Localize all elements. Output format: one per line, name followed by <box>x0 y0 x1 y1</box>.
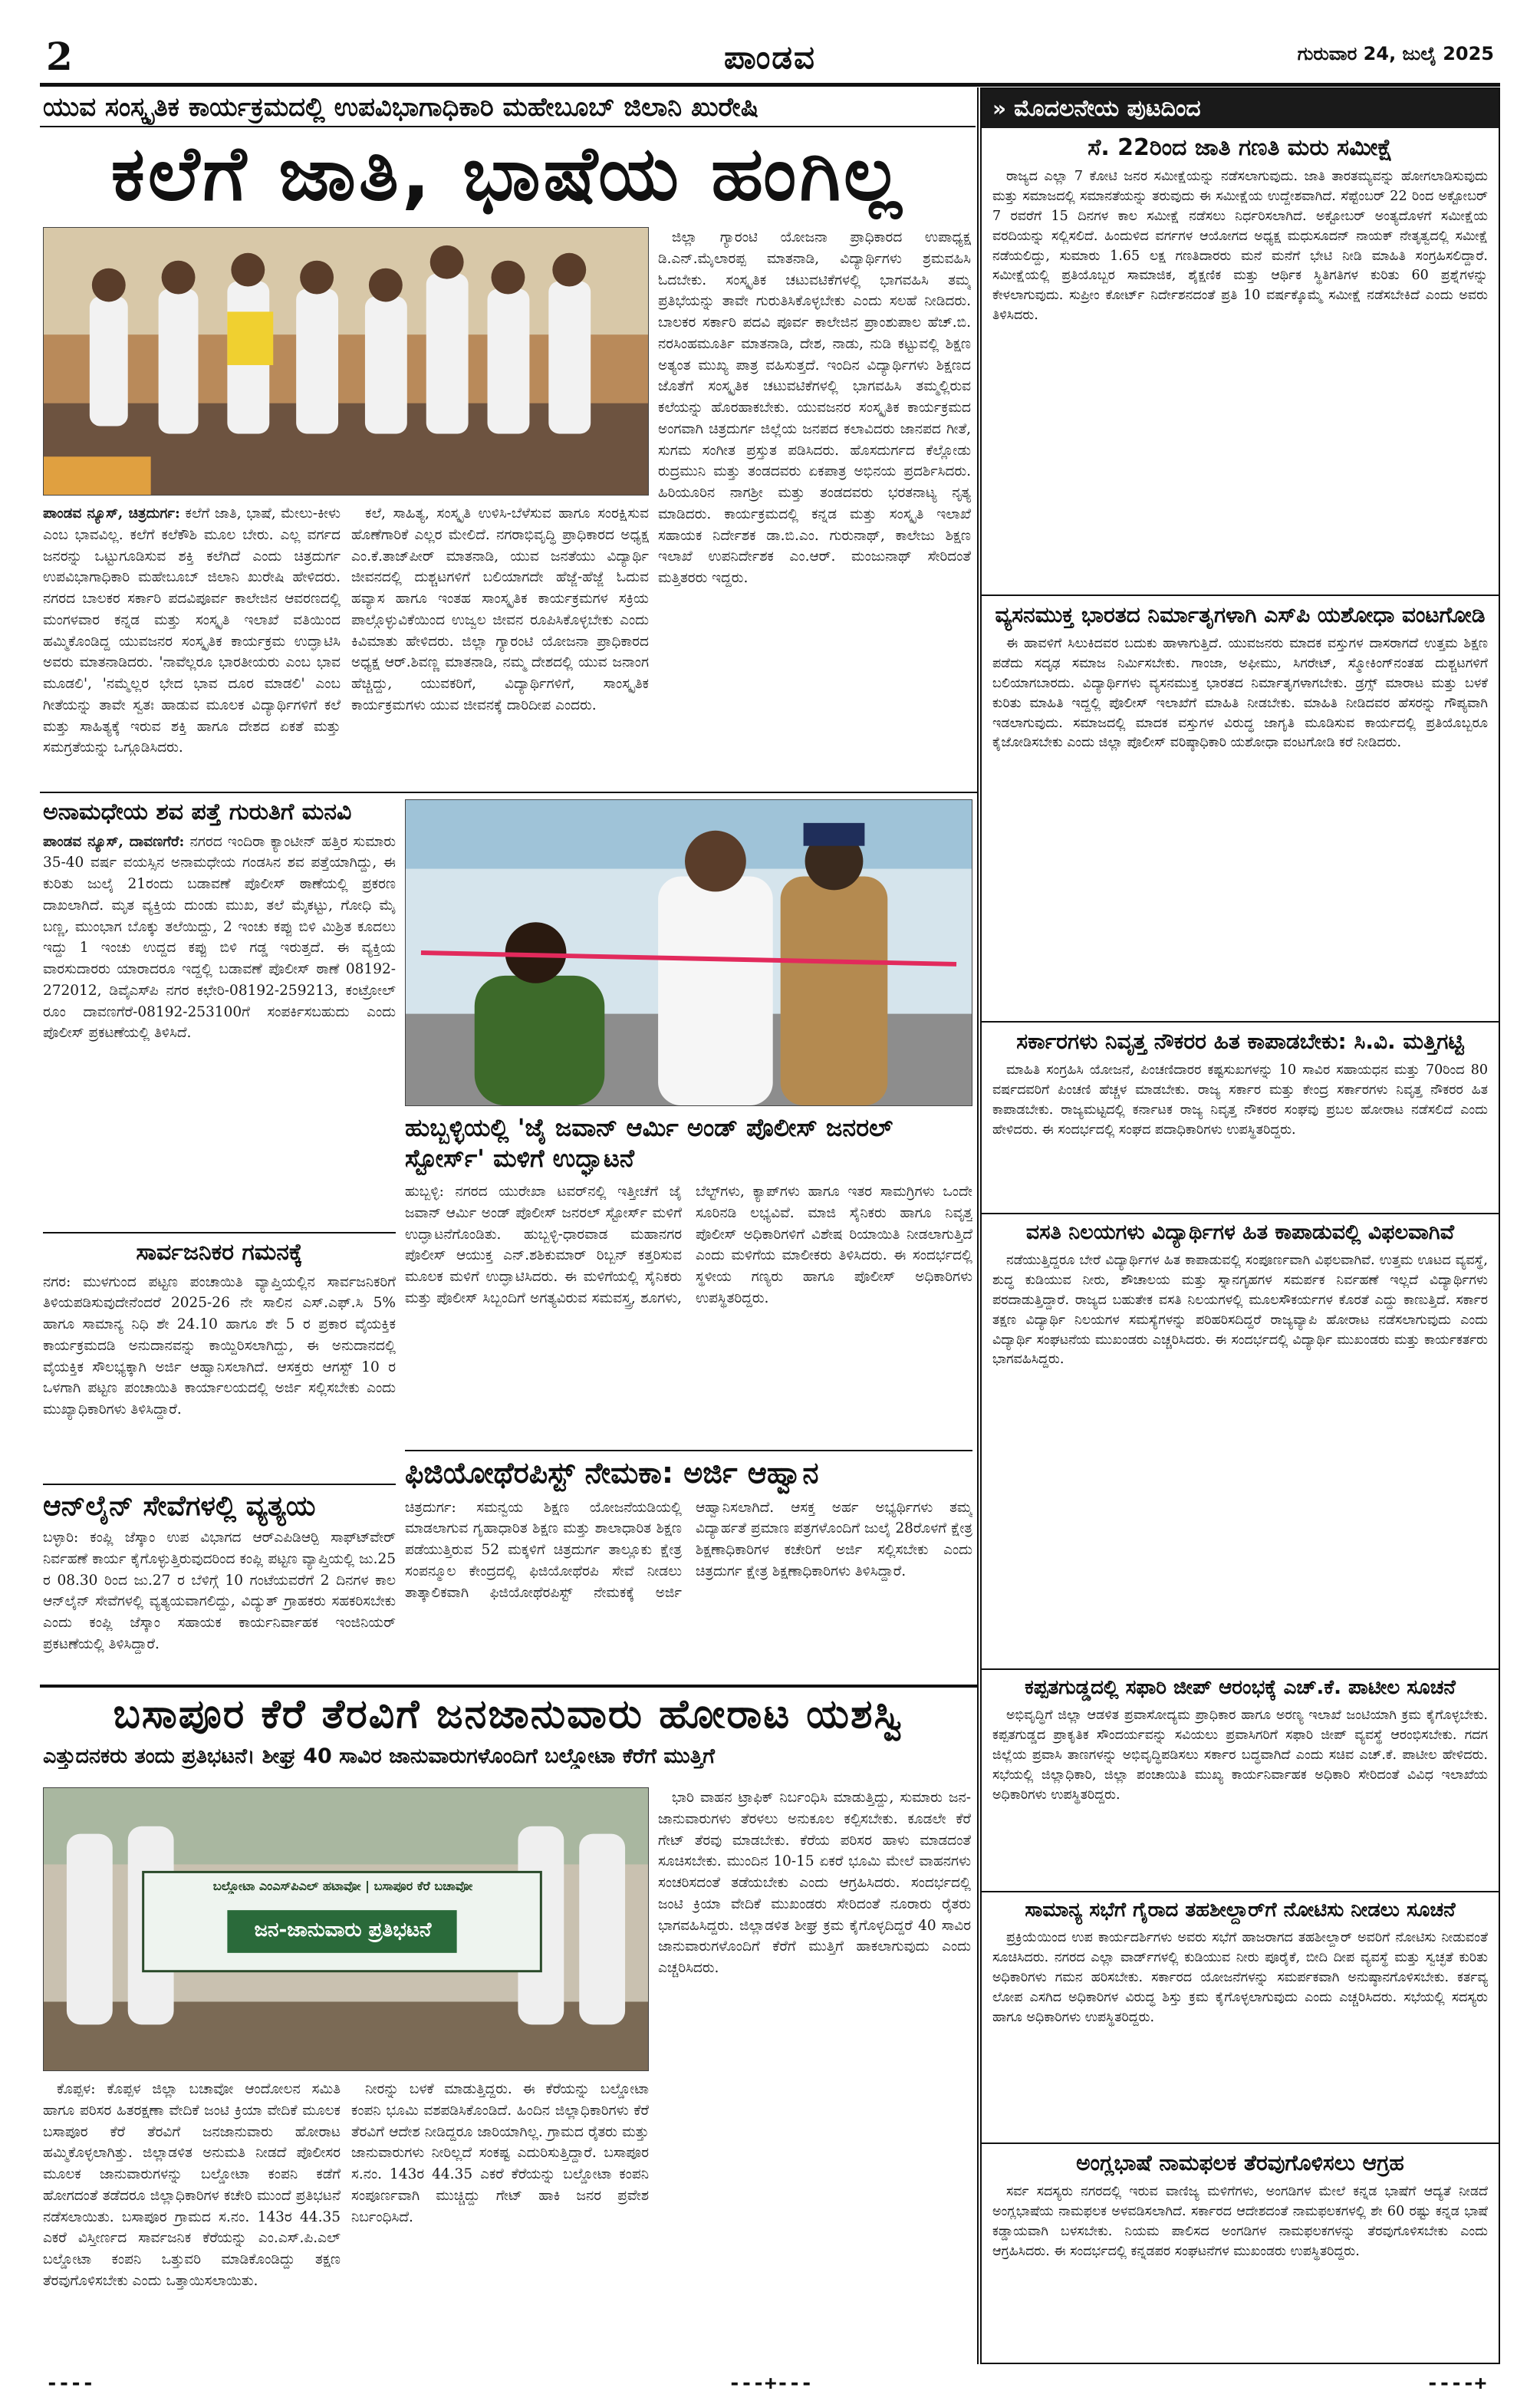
masthead-rule <box>40 83 1500 87</box>
basapura-headline-block: ಬಸಾಪೂರ ಕೆರೆ ತೆರವಿಗೆ ಜನಜಾನುವಾರು ಹೋರಾಟ ಯಶಸ್ವಿ ಎತ್ತುದನಕರು ತಂದು ಪ್ರತಿಭಟನೆ। ಶೀಘ್ರ 40 ಸಾವಿರ ಜಾನುವಾರುಗಳೊಂದಿಗೆ ಬಲ್ಡೋಟಾ ಕೆರೆಗೆ ಮುತ್ತಿಗೆ <box>43 1691 904 1769</box>
column-divider <box>977 87 979 2364</box>
unclaimed-body-story: ಅನಾಮಧೇಯ ಶವ ಪತ್ತೆ ಗುರುತಿಗೆ ಮನವಿ ಪಾಂಡವ ನ್ಯೂಸ್, ದಾವಣಗೆರೆ: ನಗರದ ಇಂದಿರಾ ಕ್ಯಾಂಟೀನ್ ಹತ್ತಿರ ಸುಮಾರು 35-40 ವರ್ಷ ವಯಸ್ಸಿನ ಅನಾಮಧೇಯ ಗಂಡಸಿನ ಶವ ಪತ್ತೆಯಾಗಿದ್ದು, ಈ ಕುರಿತು ಜುಲೈ 21ರಂದು ಬಡಾವಣೆ ಪೊಲೀಸ್ ಠಾಣೆಯಲ್ಲಿ ಪ್ರಕರಣ ದಾಖಲಾಗಿದೆ. ಮೃತ ವ್ಯಕ್ತಿಯ ದುಂಡು ಮುಖ, ತಲೆ ಮೈಕಟ್ಟು, ಗೋಧಿ ಮೈ ಬಣ್ಣ, ಮುಂಭಾಗ ಬೊಕ್ಕು ತಲೆಯಿದ್ದು, 2 ಇಂಚು ಕಪ್ಪು ಬಿಳಿ ಮಿಶ್ರಿತ ಕೂದಲು ಇದ್ದು 1 ಇಂಚು ಉದ್ದದ ಕಪ್ಪು ಬಿಳಿ ಗಡ್ಡ ಇರುತ್ತದೆ. ಈ ವ್ಯಕ್ತಿಯ ವಾರಸುದಾರರು ಯಾರಾದರೂ ಇದ್ದಲ್ಲಿ ಬಡಾವಣೆ ಪೊಲೀಸ್ ಠಾಣೆ 08192-272012, ಡಿವೈಎಸ್‍ಪಿ ನಗರ ಕಛೇರಿ-08192-259213, ಕಂಟ್ರೋಲ್ ರೂಂ ದಾವಣಗೆರೆ-08192-253100ಗೆ ಸಂಪರ್ಕಿಸಬಹುದು ಎಂದು ಪೊಲೀಸ್ ಪ್ರಕಟಣೆಯಲ್ಲಿ ತಿಳಿಸಿದೆ. <box>43 799 396 1042</box>
front-page-continuation <box>980 87 1500 2364</box>
footer-mark-left: ---- <box>46 2372 94 2395</box>
dateline: ಗುರುವಾರ 24, ಜುಲೈ 2025 <box>1297 43 1494 64</box>
retired-employees-story: ಸರ್ಕಾರಗಳು ನಿವೃತ್ತ ನೌಕರರ ಹಿತ ಕಾಪಾಡಬೇಕು: ಸಿ.ವಿ. ಮತ್ತಿಗಟ್ಟಿ ಮಾಹಿತಿ ಸಂಗ್ರಹಿಸಿ ಯೋಜನೆ, ಪಿಂಚಣಿದಾರರ ಕಷ್ಟಸುಖಗಳನ್ನು 10 ಸಾವಿರ ಸಹಾಯಧನ ಮತ್ತು 70ರಿಂದ 80 ವರ್ಷದವರಿಗೆ ಪಿಂಚಣಿ ಹೆಚ್ಚಳ ಮಾಡಬೇಕು. ರಾಜ್ಯ ಸರ್ಕಾರ ಮತ್ತು ಕೇಂದ್ರ ಸರ್ಕಾರಗಳು ನಿವೃತ್ತ ನೌಕರರ ಹಿತ ಕಾಪಾಡಬೇಕು. ರಾಜ್ಯಮಟ್ಟದಲ್ಲಿ ಕರ್ನಾಟಕ ರಾಜ್ಯ ನಿವೃತ್ತ ನೌಕರರ ಸಂಘವು ಪ್ರಬಲ ಹೋರಾಟ ನಡೆಸಲಿದೆ ಎಂದು ಹೇಳಿದರು. ಈ ಸಂದರ್ಭದಲ್ಲಿ ಸಂಘದ ಪದಾಧಿಕಾರಿಗಳು ಉಪಸ್ಥಿತರಿದ್ದರು. <box>982 1023 1499 1214</box>
safari-jeep-story: ಕಪ್ಪತಗುಡ್ಡದಲ್ಲಿ ಸಫಾರಿ ಜೀಪ್ ಆರಂಭಕ್ಕೆ ಎಚ್.ಕೆ. ಪಾಟೀಲ ಸೂಚನೆ ಅಭಿವೃದ್ಧಿಗೆ ಜಿಲ್ಲಾ ಆಡಳಿತ ಪ್ರವಾಸೋದ್ಯಮ ಪ್ರಾಧಿಕಾರ ಹಾಗೂ ಅರಣ್ಯ ಇಲಾಖೆ ಜಂಟಿಯಾಗಿ ಕ್ರಮ ಕೈಗೊಳ್ಳಬೇಕು. ಕಪ್ಪತಗುಡ್ಡದ ಪ್ರಾಕೃತಿಕ ಸೌಂದರ್ಯವನ್ನು ಸವಿಯಲು ಪ್ರವಾಸಿಗರಿಗೆ ಸಫಾರಿ ಜೀಪ್ ವ್ಯವಸ್ಥೆ ಆರಂಭಿಸಬೇಕು. ಗದಗ ಜಿಲ್ಲೆಯ ಪ್ರವಾಸಿ ತಾಣಗಳನ್ನು ಅಭಿವೃದ್ಧಿಪಡಿಸಲು ಸರ್ಕಾರ ಬದ್ಧವಾಗಿದೆ ಎಂದು ಸಚಿವ ಎಚ್.ಕೆ. ಪಾಟೀಲ ಹೇಳಿದರು. ಸಭೆಯಲ್ಲಿ ಜಿಲ್ಲಾಧಿಕಾರಿ, ಜಿಲ್ಲಾ ಪಂಚಾಯಿತಿ ಮುಖ್ಯ ಕಾರ್ಯನಿರ್ವಾಹಕ ಅಧಿಕಾರಿ ಸೇರಿದಂತೆ ವಿವಿಧ ಇಲಾಖೆಯ ಅಧಿಕಾರಿಗಳು ಉಪಸ್ಥಿತರಿದ್ದರು. <box>982 1670 1499 1892</box>
protest-photo <box>43 1787 649 2071</box>
divider <box>40 792 977 793</box>
basapura-col-c: ಭಾರಿ ವಾಹನ ಟ್ರಾಫಿಕ್ ನಿರ್ಬಂಧಿಸಿ ಮಾಡುತ್ತಿದ್ದು, ಸುಮಾರು ಜನ-ಜಾನುವಾರುಗಳು ತೆರಳಲು ಅನುಕೂಲ ಕಲ್ಪಿಸಬೇಕು. ಕೂಡಲೇ ಕೆರೆ ಗೇಟ್ ತೆರವು ಮಾಡಬೇಕು. ಕೆರೆಯ ಪರಿಸರ ಹಾಳು ಮಾಡದಂತೆ ಸೂಚಿಸಬೇಕು. ಮುಂದಿನ 10-15 ಏಕರೆ ಭೂಮಿ ಮೇಲೆ ವಾಹನಗಳು ಸಂಚರಿಸದಂತೆ ತಡೆಯಬೇಕು ಎಂದು ಆಗ್ರಹಿಸಿದರು. ಸಂದರ್ಭದಲ್ಲಿ ಜಂಟಿ ಕ್ರಿಯಾ ವೇದಿಕೆ ಮುಖಂಡರು ಸೇರಿದಂತೆ ನೂರಾರು ರೈತರು ಭಾಗವಹಿಸಿದ್ದರು. ಜಿಲ್ಲಾಡಳಿತ ಶೀಘ್ರ ಕ್ರಮ ಕೈಗೊಳ್ಳದಿದ್ದರೆ 40 ಸಾವಿರ ಜಾನುವಾರುಗಳೊಂದಿಗೆ ಕೆರೆಗೆ ಮುತ್ತಿಗೆ ಹಾಕಲಾಗುವುದು ಎಂದು ಎಚ್ಚರಿಸಿದರು. <box>658 1790 971 1976</box>
lead-photo <box>43 227 649 496</box>
basapura-col-a: ಕೊಪ್ಪಳ: ಕೊಪ್ಪಳ ಜಿಲ್ಲಾ ಬಚಾವೋ ಆಂದೋಲನ ಸಮಿತಿ ಹಾಗೂ ಪರಿಸರ ಹಿತರಕ್ಷಣಾ ವೇದಿಕೆ ಜಂಟಿ ಕ್ರಿಯಾ ವೇದಿಕೆ ಮೂಲಕ ಬಸಾಪೂರ ಕೆರೆ ತೆರವಿಗೆ ಜನಜಾನುವಾರು ಹೋರಾಟ ಹಮ್ಮಿಕೊಳ್ಳಲಾಗಿತ್ತು. ಜಿಲ್ಲಾಡಳಿತ ಅನುಮತಿ ನೀಡದೆ ಪೊಲೀಸರ ಮೂಲಕ ಜಾನುವಾರುಗಳನ್ನು ಬಲ್ಡೋಟಾ ಕಂಪನಿ ಕಡೆಗೆ ಹೋಗದಂತೆ ತಡೆದರೂ ಜಿಲ್ಲಾಧಿಕಾರಿಗಳ ಕಚೇರಿ ಮುಂದೆ ಪ್ರತಿಭಟನೆ ನಡೆಸಲಾಯಿತು. ಬಸಾಪೂರ ಗ್ರಾಮದ ಸ.ನಂ. 143ರ 44.35 ಎಕರೆ ವಿಸ್ತೀರ್ಣದ ಸಾರ್ವಜನಿಕ ಕೆರೆಯನ್ನು ಎಂ.ಎಸ್.ಪಿ.ಎಲ್ ಬಲ್ಡೋಟಾ ಕಂಪನಿ ಒತ್ತುವರಿ ಮಾಡಿಕೊಂಡಿದ್ದು ತಕ್ಷಣ ತೆರವುಗೊಳಿಸಬೇಕು ಎಂದು ಒತ್ತಾಯಿಸಲಾಯಿತು. <box>43 2081 341 2289</box>
banner-line2: ಜನ-ಜಾನುವಾರು ಪ್ರತಿಭಟನೆ <box>254 1918 432 1942</box>
page-number: 2 <box>46 34 73 79</box>
jai-jawan-photo <box>405 799 972 1106</box>
online-services-story: ಆನ್‌ಲೈನ್ ಸೇವೆಗಳಲ್ಲಿ ವ್ಯತ್ಯಯ ಬಳ್ಳಾರಿ: ಕಂಪ್ಲಿ ಜೆಸ್ಕಾಂ ಉಪ ವಿಭಾಗದ ಆರ್‍ಎಪಿಡಿಆರ್‍ಪಿ ಸಾಫ್ಟ್‍ವೇರ್ ನಿರ್ವಹಣೆ ಕಾರ್ಯ ಕೈಗೊಳ್ಳುತ್ತಿರುವುದರಿಂದ ಕಂಪ್ಲಿ ಪಟ್ಟಣ ವ್ಯಾಪ್ತಿಯಲ್ಲಿ ಜು.25 ರ 08.30 ರಿಂದ ಜು.27 ರ ಬೆಳಿಗ್ಗೆ 10 ಗಂಟೆಯವರೆಗೆ 2 ದಿನಗಳ ಕಾಲ ಆನ್‌ಲೈನ್ ಸೇವೆಗಳಲ್ಲಿ ವ್ಯತ್ಯಯವಾಗಲಿದ್ದು, ವಿದ್ಯುತ್ ಗ್ರಾಹಕರು ಸಹಕರಿಸಬೇಕು ಎಂದು ಕಂಪ್ಲಿ ಜೆಸ್ಕಾಂ ಸಹಾಯಕ ಕಾರ್ಯನಿರ್ವಾಹಕ ಇಂಜಿನಿಯರ್ ಪ್ರಕಟಣೆಯಲ್ಲಿ ತಿಳಿಸಿದ್ದಾರೆ. <box>43 1484 396 1683</box>
lead-col1: ಪಾಂಡವ ನ್ಯೂಸ್, ಚಿತ್ರದುರ್ಗ: ಕಲೆಗೆ ಜಾತಿ, ಭಾಷೆ, ಮೇಲು-ಕೀಳು ಎಂಬ ಭಾವವಿಲ್ಲ. ಕಲೆಗೆ ಕಲೆಕೌಶಿ ಮೂಲ ಬೇರು. ಎಲ್ಲ ವರ್ಗದ ಜನರನ್ನು ಒಟ್ಟುಗೂಡಿಸುವ ಶಕ್ತಿ ಕಲೆಗಿದೆ ಎಂದು ಚಿತ್ರದುರ್ಗ ಉಪವಿಭಾಗಾಧಿಕಾರಿ ಮಹೇಬೂಬ್ ಜಿಲಾನಿ ಖುರೇಷಿ ಹೇಳಿದರು. ನಗರದ ಬಾಲಕರ ಸರ್ಕಾರಿ ಪದವಿಪೂರ್ವ ಕಾಲೇಜಿನ ಆವರಣದಲ್ಲಿ ಮಂಗಳವಾರ ಕನ್ನಡ ಮತ್ತು ಸಂಸ್ಕೃತಿ ಇಲಾಖೆ ವತಿಯಿಂದ ಹಮ್ಮಿಕೊಂಡಿದ್ದ ಯುವಜನರ ಸಂಸ್ಕೃತಿಕ ಕಾರ್ಯಕ್ರಮ ಉದ್ಘಾಟಿಸಿ ಅವರು ಮಾತನಾಡಿದರು. 'ನಾವೆಲ್ಲರೂ ಭಾರತೀಯರು ಎಂಬ ಭಾವ ಮೂಡಲಿ', 'ನಮ್ಮೆಲ್ಲರ ಭೇದ ಭಾವ ದೂರ ಮಾಡಲಿ' ಎಂಬ ಗೀತೆಯನ್ನು ತಾವೇ ಸ್ವತಃ ಹಾಡುವ ಮೂಲಕ ವಿದ್ಯಾರ್ಥಿಗಳಿಗೆ ಕಲೆ ಮತ್ತು ಸಾಹಿತ್ಯಕ್ಕೆ ಇರುವ ಶಕ್ತಿ ಹಾಗೂ ದೇಶದ ಏಕತೆ ಮತ್ತು ಸಮಗ್ರತೆಯನ್ನು ಒಗ್ಗೂಡಿಸಿದರು. <box>43 506 341 756</box>
main-column <box>40 87 976 224</box>
footer-mark-right: ----+ <box>1426 2372 1487 2395</box>
jai-jawan-story: ಹುಬ್ಬಳ್ಳಿಯಲ್ಲಿ 'ಜೈ ಜವಾನ್ ಆರ್ಮಿ ಅಂಡ್ ಪೊಲೀಸ್ ಜನರಲ್ ಸ್ಟೋರ್ಸ್' ಮಳಿಗೆ ಉದ್ಘಾಟನೆ ಹುಬ್ಬಳ್ಳಿ: ನಗರದ ಯುರೇಖಾ ಟವರ್‌ನಲ್ಲಿ ಇತ್ತೀಚೆಗೆ ಜೈ ಜವಾನ್ ಆರ್ಮಿ ಅಂಡ್ ಪೊಲೀಸ್ ಜನರಲ್ ಸ್ಟೋರ್ಸ್ ಮಳಿಗೆ ಉದ್ಘಾಟನೆಗೊಂಡಿತು. ಹುಬ್ಬಳ್ಳಿ-ಧಾರವಾಡ ಮಹಾನಗರ ಪೊಲೀಸ್ ಆಯುಕ್ತ ಎನ್.ಶಶಿಕುಮಾರ್ ರಿಬ್ಬನ್ ಕತ್ತರಿಸುವ ಮೂಲಕ ಮಳಿಗೆ ಉದ್ಘಾಟಿಸಿದರು. ಈ ಮಳಿಗೆಯಲ್ಲಿ ಸೈನಿಕರು ಮತ್ತು ಪೊಲೀಸ್ ಸಿಬ್ಬಂದಿಗೆ ಅಗತ್ಯವಿರುವ ಸಮವಸ್ತ್ರ, ಶೂಗಳು, ಬೆಲ್ಟ್‌ಗಳು, ಕ್ಯಾಪ್‌ಗಳು ಹಾಗೂ ಇತರ ಸಾಮಗ್ರಿಗಳು ಒಂದೇ ಸೂರಿನಡಿ ಲಭ್ಯವಿವೆ. ಮಾಜಿ ಸೈನಿಕರು ಹಾಗೂ ನಿವೃತ್ತ ಪೊಲೀಸ್ ಅಧಿಕಾರಿಗಳಿಗೆ ವಿಶೇಷ ರಿಯಾಯಿತಿ ನೀಡಲಾಗುತ್ತಿದೆ ಎಂದು ಮಳಿಗೆಯ ಮಾಲೀಕರು ತಿಳಿಸಿದರು. ಈ ಸಂದರ್ಭದಲ್ಲಿ ಸ್ಥಳೀಯ ಗಣ್ಯರು ಹಾಗೂ ಪೊಲೀಸ್ ಅಧಿಕಾರಿಗಳು ಉಪಸ್ಥಿತರಿದ್ದರು. <box>405 1113 972 1306</box>
public-notice: ಸಾರ್ವಜನಿಕರ ಗಮನಕ್ಕೆ ನಗರ: ಮುಳಗುಂದ ಪಟ್ಟಣ ಪಂಚಾಯಿತಿ ವ್ಯಾಪ್ತಿಯಲ್ಲಿನ ಸಾರ್ವಜನಿಕರಿಗೆ ತಿಳಿಯಪಡಿಸುವುದೇನೆಂದರೆ 2025-26 ನೇ ಸಾಲಿನ ಎಸ್.ಎಫ್.ಸಿ 5% ಹಾಗೂ ಸಾಮಾನ್ಯ ನಿಧಿ ಶೇ 24.10 ಹಾಗೂ ಶೇ 5 ರ ಪ್ರಕಾರ ವೈಯಕ್ತಿಕ ಕಾರ್ಯಕ್ರಮದಡಿ ಅನುದಾನವನ್ನು ಕಾಯ್ದಿರಿಸಲಾಗಿದ್ದು, ಈ ಅನುದಾನದಲ್ಲಿ ವೈಯಕ್ತಿಕ ಸೌಲಭ್ಯಕ್ಕಾಗಿ ಅರ್ಜಿ ಆಹ್ವಾನಿಸಲಾಗಿದೆ. ಆಸಕ್ತರು ಆಗಸ್ಟ್ 10 ರ ಒಳಗಾಗಿ ಪಟ್ಟಣ ಪಂಚಾಯಿತಿ ಕಾರ್ಯಾಲಯದಲ್ಲಿ ಅರ್ಜಿ ಸಲ್ಲಿಸಬೇಕು ಎಂದು ಮುಖ್ಯಾಧಿಕಾರಿಗಳು ತಿಳಿಸಿದ್ದಾರೆ. <box>43 1232 396 1477</box>
lead-headline: ಕಲೆಗೆ ಜಾತಿ, ಭಾಷೆಯ ಹಂಗಿಲ್ಲ <box>110 130 905 218</box>
addiction-story: ವ್ಯಸನಮುಕ್ತ ಭಾರತದ ನಿರ್ಮಾತೃಗಳಾಗಿ ಎಸ್‌ಪಿ ಯಶೋಧಾ ವಂಟಗೋಡಿ ಈ ಹಾವಳಿಗೆ ಸಿಲುಕಿದವರ ಬದುಕು ಹಾಳಾಗುತ್ತಿದೆ. ಯುವಜನರು ಮಾದಕ ವಸ್ತುಗಳ ದಾಸರಾಗದೆ ಉತ್ತಮ ಶಿಕ್ಷಣ ಪಡೆದು ಸದೃಢ ಸಮಾಜ ನಿರ್ಮಿಸಬೇಕು. ಗಾಂಜಾ, ಅಫೀಮು, ಸಿಗರೇಟ್, ಸ್ಮೋಕಿಂಗ್‌ನಂತಹ ದುಶ್ಚಟಗಳಿಗೆ ಬಲಿಯಾಗಬಾರದು. ವಿದ್ಯಾರ್ಥಿಗಳು ವ್ಯಸನಮುಕ್ತ ಭಾರತದ ನಿರ್ಮಾತೃಗಳಾಗಬೇಕು. ಡ್ರಗ್ಸ್ ಮಾರಾಟ ಮತ್ತು ಬಳಕೆ ಕುರಿತು ಮಾಹಿತಿ ಇದ್ದಲ್ಲಿ ಪೊಲೀಸ್ ಇಲಾಖೆಗೆ ಮಾಹಿತಿ ನೀಡಬೇಕು. ಮಾಹಿತಿ ನೀಡಿದವರ ಹೆಸರನ್ನು ಗೌಪ್ಯವಾಗಿ ಇಡಲಾಗುವುದು. ಸಮಾಜದಲ್ಲಿ ಮಾದಕ ವಸ್ತುಗಳ ವಿರುದ್ಧ ಜಾಗೃತಿ ಮೂಡಿಸುವ ಕಾರ್ಯದಲ್ಲಿ ಪ್ರತಿಯೊಬ್ಬರೂ ಕೈಜೋಡಿಸಬೇಕು ಎಂದು ಜಿಲ್ಲಾ ಪೊಲೀಸ್ ವರಿಷ್ಠಾಧಿಕಾರಿ ಯಶೋಧಾ ವಂಟಗೋಡಿ ಕರೆ ನೀಡಿದರು. <box>982 596 1499 1023</box>
lead-kicker: ಯುವ ಸಂಸ್ಕೃತಿಕ ಕಾರ್ಯಕ್ರಮದಲ್ಲಿ ಉಪವಿಭಾಗಾಧಿಕಾರಿ ಮಹೇಬೂಬ್ ಜಿಲಾನಿ ಖುರೇಷಿ <box>40 87 976 127</box>
paper-name: ಪಾಂಡವ <box>723 38 817 76</box>
footer-mark-center: ---+--- <box>729 2372 813 2395</box>
lead-col3: ಜಿಲ್ಲಾ ಗ್ಯಾರಂಟಿ ಯೋಜನಾ ಪ್ರಾಧಿಕಾರದ ಉಪಾಧ್ಯಕ್ಷ ಡಿ.ಎನ್.ಮೈಲಾರಪ್ಪ ಮಾತನಾಡಿ, ವಿದ್ಯಾರ್ಥಿಗಳು ಶ್ರಮವಹಿಸಿ ಓದಬೇಕು. ಸಂಸ್ಕೃತಿಕ ಚಟುವಟಿಕೆಗಳಲ್ಲಿ ಭಾಗವಹಿಸಿ ತಮ್ಮ ಪ್ರತಿಭೆಯನ್ನು ತಾವೇ ಗುರುತಿಸಿಕೊಳ್ಳಬೇಕು ಎಂದು ಸಲಹೆ ನೀಡಿದರು. ಬಾಲಕರ ಸರ್ಕಾರಿ ಪದವಿ ಪೂರ್ವ ಕಾಲೇಜಿನ ಪ್ರಾಂಶುಪಾಲ ಹೆಚ್.ಬಿ. ನರಸಿಂಹಮೂರ್ತಿ ಮಾತನಾಡಿ, ದೇಶ, ನಾಡು, ನುಡಿ ಕಟ್ಟುವಲ್ಲಿ ಶಿಕ್ಷಣ ಅತ್ಯಂತ ಮುಖ್ಯ ಪಾತ್ರ ವಹಿಸುತ್ತದೆ. ಇಂದಿನ ವಿದ್ಯಾರ್ಥಿಗಳು ಶಿಕ್ಷಣದ ಜೊತೆಗೆ ಸಂಸ್ಕೃತಿಕ ಚಟುವಟಿಕೆಗಳಲ್ಲಿ ಭಾಗವಹಿಸಿ ತಮ್ಮಲ್ಲಿರುವ ಕಲೆಯನ್ನು ಹೊರಹಾಕಬೇಕು. ಯುವಜನರ ಸಂಸ್ಕೃತಿಕ ಕಾರ್ಯಕ್ರಮದ ಅಂಗವಾಗಿ ಚಿತ್ರದುರ್ಗ ಜಿಲ್ಲೆಯ ಜನಪದ ಕಲಾವಿದರು ಜಾನಪದ ಗೀತೆ, ಸುಗಮ ಸಂಗೀತ ಪ್ರಸ್ತುತ ಪಡಿಸಿದರು. ಹೊಸದುರ್ಗದ ಕೆಲ್ಲೋಡು ರುದ್ರಮುನಿ ಮತ್ತು ತಂಡದವರು ಏಕಪಾತ್ರ ಅಭಿನಯ ಪ್ರದರ್ಶಿಸಿದರು. ಹಿರಿಯೂರಿನ ನಾಗಶ್ರೀ ಮತ್ತು ತಂಡದವರು ಭರತನಾಟ್ಯ ನೃತ್ಯ ಮಾಡಿದರು. ಕಾರ್ಯಕ್ರಮದಲ್ಲಿ ಕನ್ನಡ ಮತ್ತು ಸಂಸ್ಕೃತಿ ಇಲಾಖೆ ಸಹಾಯಕ ನಿರ್ದೇಶಕ ಡಾ.ಬಿ.ಎಂ. ಗುರುನಾಥ್, ಕಾಲೇಜು ಶಿಕ್ಷಣ ಇಲಾಖೆ ಉಪನಿರ್ದೇಶಕ ಎಂ.ಆರ್. ಮಂಜುನಾಥ್ ಸೇರಿದಂತೆ ಮತ್ತಿತರರು ಇದ್ದರು. <box>658 229 971 586</box>
meeting-notice-story: ಸಾಮಾನ್ಯ ಸಭೆಗೆ ಗೈರಾದ ತಹಶೀಲ್ದಾರ್‌ಗೆ ನೋಟಿಸು ನೀಡಲು ಸೂಚನೆ ಪ್ರಕ್ರಿಯೆಯಿಂದ ಉಪ ಕಾರ್ಯದರ್ಶಿಗಳು ಅವರು ಸಭೆಗೆ ಹಾಜರಾಗದ ತಹಶೀಲ್ದಾರ್ ಅವರಿಗೆ ನೋಟಿಸು ನೀಡುವಂತೆ ಸೂಚಿಸಿದರು. ನಗರದ ಎಲ್ಲಾ ವಾರ್ಡ್‌ಗಳಲ್ಲಿ ಕುಡಿಯುವ ನೀರು ಪೂರೈಕೆ, ಬೀದಿ ದೀಪ ವ್ಯವಸ್ಥೆ ಮತ್ತು ಸ್ವಚ್ಛತೆ ಕುರಿತು ಅಧಿಕಾರಿಗಳು ಗಮನ ಹರಿಸಬೇಕು. ಸರ್ಕಾರದ ಯೋಜನೆಗಳನ್ನು ಸಮರ್ಪಕವಾಗಿ ಅನುಷ್ಠಾನಗೊಳಿಸಬೇಕು. ಕರ್ತವ್ಯ ಲೋಪ ಎಸಗಿದ ಅಧಿಕಾರಿಗಳ ವಿರುದ್ಧ ಶಿಸ್ತು ಕ್ರಮ ಕೈಗೊಳ್ಳಲಾಗುವುದು ಎಂದು ಎಚ್ಚರಿಸಿದರು. ಸಭೆಯಲ್ಲಿ ಸದಸ್ಯರು ಹಾಗೂ ಅಧಿಕಾರಿಗಳು ಉಪಸ್ಥಿತರಿದ್ದರು. <box>982 1892 1499 2144</box>
banner-line1: ಬಲ್ಡೋಟಾ ಎಂಎಸ್‌ಪಿಎಲ್ ಹಟಾವೋ | ಬಸಾಪೂರ ಕೆರೆ ಬಚಾವೋ <box>212 1879 473 1893</box>
physio-story: ಫಿಜಿಯೋಥೆರಪಿಸ್ಟ್ ನೇಮಕಾ: ಅರ್ಜಿ ಆಹ್ವಾನ ಚಿತ್ರದುರ್ಗ: ಸಮನ್ವಯ ಶಿಕ್ಷಣ ಯೋಜನೆಯಡಿಯಲ್ಲಿ ಮಾಡಲಾಗುವ ಗೃಹಾಧಾರಿತ ಶಿಕ್ಷಣ ಮತ್ತು ಶಾಲಾಧಾರಿತ ಶಿಕ್ಷಣ ಪಡೆಯುತ್ತಿರುವ 52 ಮಕ್ಕಳಿಗೆ ಚಿತ್ರದುರ್ಗ ತಾಲ್ಲೂಕು ಕ್ಷೇತ್ರ ಸಂಪನ್ಮೂಲ ಕೇಂದ್ರದಲ್ಲಿ ಫಿಜಿಯೋಥೆರಪಿ ಸೇವೆ ನೀಡಲು ತಾತ್ಕಾಲಿಕವಾಗಿ ಫಿಜಿಯೋಥೆರಪಿಸ್ಟ್ ನೇಮಕಕ್ಕೆ ಅರ್ಜಿ ಆಹ್ವಾನಿಸಲಾಗಿದೆ. ಆಸಕ್ತ ಅರ್ಹ ಅಭ್ಯರ್ಥಿಗಳು ತಮ್ಮ ವಿದ್ಯಾರ್ಹತೆ ಪ್ರಮಾಣ ಪತ್ರಗಳೊಂದಿಗೆ ಜುಲೈ 28ರೊಳಗೆ ಕ್ಷೇತ್ರ ಶಿಕ್ಷಣಾಧಿಕಾರಿಗಳ ಕಚೇರಿಗೆ ಅರ್ಜಿ ಸಲ್ಲಿಸಬೇಕು ಎಂದು ಚಿತ್ರದುರ್ಗ ಕ್ಷೇತ್ರ ಶಿಕ್ಷಣಾಧಿಕಾರಿಗಳು ತಿಳಿಸಿದ್ದಾರೆ. <box>405 1450 972 1680</box>
basapura-col-b: ನೀರನ್ನು ಬಳಕೆ ಮಾಡುತ್ತಿದ್ದರು. ಈ ಕೆರೆಯನ್ನು ಬಲ್ಡೋಟಾ ಕಂಪನಿ ಭೂಮಿ ವಶಪಡಿಸಿಕೊಂಡಿದೆ. ಹಿಂದಿನ ಜಿಲ್ಲಾಧಿಕಾರಿಗಳು ಕೆರೆ ತೆರವಿಗೆ ಆದೇಶ ನೀಡಿದ್ದರೂ ಜಾರಿಯಾಗಿಲ್ಲ. ಗ್ರಾಮದ ರೈತರು ಮತ್ತು ಜಾನುವಾರುಗಳು ನೀರಿಲ್ಲದೆ ಸಂಕಷ್ಟ ಎದುರಿಸುತ್ತಿದ್ದಾರೆ. ಬಸಾಪೂರ ಸ.ನಂ. 143ರ 44.35 ಎಕರೆ ಕೆರೆಯನ್ನು ಬಲ್ಡೋಟಾ ಕಂಪನಿ ಸಂಪೂರ್ಣವಾಗಿ ಮುಚ್ಚಿದ್ದು ಗೇಟ್ ಹಾಕಿ ಜನರ ಪ್ರವೇಶ ನಿರ್ಬಂಧಿಸಿದೆ. <box>351 2081 649 2225</box>
signboard-story: ಅಂಗ್ಲಭಾಷೆ ನಾಮಫಲಕ ತೆರವುಗೊಳಿಸಲು ಆಗ್ರಹ ಸರ್ವ ಸದಸ್ಯರು ನಗರದಲ್ಲಿ ಇರುವ ವಾಣಿಜ್ಯ ಮಳಿಗೆಗಳು, ಅಂಗಡಿಗಳ ಮೇಲೆ ಕನ್ನಡ ಭಾಷೆಗೆ ಆದ್ಯತೆ ನೀಡದೆ ಅಂಗ್ಲಭಾಷೆಯ ನಾಮಫಲಕ ಅಳವಡಿಸಲಾಗಿದೆ. ಸರ್ಕಾರದ ಆದೇಶದಂತೆ ನಾಮಫಲಕಗಳಲ್ಲಿ ಶೇ 60 ರಷ್ಟು ಕನ್ನಡ ಭಾಷೆ ಕಡ್ಡಾಯವಾಗಿ ಬಳಸಬೇಕು. ನಿಯಮ ಪಾಲಿಸದ ಅಂಗಡಿಗಳ ನಾಮಫಲಕಗಳನ್ನು ತೆರವುಗೊಳಿಸಬೇಕು ಎಂದು ಆಗ್ರಹಿಸಿದರು. ಈ ಸಂದರ್ಭದಲ್ಲಿ ಕನ್ನಡಪರ ಸಂಘಟನೆಗಳ ಮುಖಂಡರು ಉಪಸ್ಥಿತರಿದ್ದರು. <box>992 2150 1488 2259</box>
hostel-story: ವಸತಿ ನಿಲಯಗಳು ವಿದ್ಯಾರ್ಥಿಗಳ ಹಿತ ಕಾಪಾಡುವಲ್ಲಿ ವಿಫಲವಾಗಿವೆ ನಡೆಯುತ್ತಿದ್ದರೂ ಬೇರೆ ವಿದ್ಯಾರ್ಥಿಗಳ ಹಿತ ಕಾಪಾಡುವಲ್ಲಿ ಸಂಪೂರ್ಣವಾಗಿ ವಿಫಲವಾಗಿವೆ. ಉತ್ತಮ ಊಟದ ವ್ಯವಸ್ಥೆ, ಶುದ್ಧ ಕುಡಿಯುವ ನೀರು, ಶೌಚಾಲಯ ಮತ್ತು ಸ್ನಾನಗೃಹಗಳ ಸಮರ್ಪಕ ನಿರ್ವಹಣೆ ಇಲ್ಲದೆ ವಿದ್ಯಾರ್ಥಿಗಳು ಪರದಾಡುತ್ತಿದ್ದಾರೆ. ರಾಜ್ಯದ ಬಹುತೇಕ ವಸತಿ ನಿಲಯಗಳಲ್ಲಿ ಮೂಲಸೌಕರ್ಯಗಳ ಕೊರತೆ ಎದ್ದು ಕಾಣುತ್ತಿದೆ. ಸರ್ಕಾರ ತಕ್ಷಣ ವಿದ್ಯಾರ್ಥಿ ನಿಲಯಗಳ ಸಮಸ್ಯೆಗಳನ್ನು ಪರಿಹರಿಸದಿದ್ದರೆ ರಾಜ್ಯವ್ಯಾಪಿ ಹೋರಾಟ ನಡೆಸಲಾಗುವುದು ಎಂದು ವಿದ್ಯಾರ್ಥಿ ಸಂಘಟನೆಯ ಮುಖಂಡರು ಎಚ್ಚರಿಸಿದರು. ಈ ಸಂದರ್ಭದಲ್ಲಿ ವಿದ್ಯಾರ್ಥಿ ಮುಖಂಡರು ಮತ್ತು ಕಾರ್ಯಕರ್ತರು ಭಾಗವಹಿಸಿದ್ದರು. <box>982 1214 1499 1670</box>
caste-census-story: ಸೆ. 22ರಿಂದ ಜಾತಿ ಗಣತಿ ಮರು ಸಮೀಕ್ಷೆ ರಾಜ್ಯದ ಎಲ್ಲಾ 7 ಕೋಟಿ ಜನರ ಸಮೀಕ್ಷೆಯನ್ನು ನಡೆಸಲಾಗುವುದು. ಜಾತಿ ತಾರತಮ್ಯವನ್ನು ಹೋಗಲಾಡಿಸುವುದು ಮತ್ತು ಸಮಾಜದಲ್ಲಿ ಸಮಾನತೆಯನ್ನು ತರುವುದು ಈ ಸಮೀಕ್ಷೆಯ ಉದ್ದೇಶವಾಗಿದೆ. ಸೆಪ್ಟೆಂಬರ್ 22 ರಿಂದ ಅಕ್ಟೋಬರ್ 7 ರವರೆಗೆ 15 ದಿನಗಳ ಕಾಲ ಸಮೀಕ್ಷೆ ನಡೆಸಲು ನಿರ್ಧರಿಸಲಾಗಿದೆ. ಅಕ್ಟೋಬರ್ ಅಂತ್ಯದೊಳಗೆ ಸಮೀಕ್ಷೆಯ ವರದಿಯನ್ನು ಸಲ್ಲಿಸಲಿದೆ. ಹಿಂದುಳಿದ ವರ್ಗಗಳ ಆಯೋಗದ ಅಧ್ಯಕ್ಷ ಮಧುಸೂದನ್ ನಾಯಕ್ ನೇತೃತ್ವದಲ್ಲಿ ಸಮೀಕ್ಷೆ ನಡೆಯಲಿದ್ದು, ಸುಮಾರು 1.65 ಲಕ್ಷ ಗಣತಿದಾರರು ಮನೆ ಮನೆಗೆ ಭೇಟಿ ನೀಡಿ ಮಾಹಿತಿ ಸಂಗ್ರಹಿಸಲಿದ್ದಾರೆ. ಸಮೀಕ್ಷೆಯಲ್ಲಿ ಪ್ರತಿಯೊಬ್ಬರ ಸಾಮಾಜಿಕ, ಶೈಕ್ಷಣಿಕ ಮತ್ತು ಆರ್ಥಿಕ ಸ್ಥಿತಿಗತಿಗಳ ಕುರಿತು 60 ಪ್ರಶ್ನೆಗಳನ್ನು ಕೇಳಲಾಗುವುದು. ಸುಪ್ರೀಂ ಕೋರ್ಟ್ ನಿರ್ದೇಶನದಂತೆ ಪ್ರತಿ 10 ವರ್ಷಕ್ಕೊಮ್ಮೆ ಸಮೀಕ್ಷೆ ನಡೆಸಬೇಕಿದೆ ಎಂದು ಅವರು ತಿಳಿಸಿದರು. <box>982 128 1499 596</box>
continuation-banner: » ಮೊದಲನೇಯ ಪುಟದಿಂದ <box>982 89 1499 128</box>
divider <box>40 1685 977 1688</box>
masthead <box>40 34 1500 83</box>
chevron-right-icon: » <box>992 96 1007 121</box>
lead-col2: ಕಲೆ, ಸಾಹಿತ್ಯ, ಸಂಸ್ಕೃತಿ ಉಳಿಸಿ-ಬೆಳೆಸುವ ಹಾಗೂ ಸಂರಕ್ಷಿಸುವ ಹೊಣೆಗಾರಿಕೆ ಎಲ್ಲರ ಮೇಲಿದೆ. ನಗರಾಭಿವೃದ್ಧಿ ಪ್ರಾಧಿಕಾರದ ಅಧ್ಯಕ್ಷ ಎಂ.ಕೆ.ತಾಜ್‌ಪೀರ್ ಮಾತನಾಡಿ, ಯುವ ಜನತೆಯು ವಿದ್ಯಾರ್ಥಿ ಜೀವನದಲ್ಲಿ ದುಶ್ಚಟಗಳಿಗೆ ಬಲಿಯಾಗದೇ ಹೆಜ್ಜೆ-ಹೆಜ್ಜೆ ಓದುವ ಹವ್ಯಾಸ ಹಾಗೂ ಇಂತಹ ಸಾಂಸ್ಕೃತಿಕ ಕಾರ್ಯಕ್ರಮಗಳ ಸಕ್ರಿಯ ಪಾಲ್ಗೊಳ್ಳುವಿಕೆಯಿಂದ ಉಜ್ವಲ ಜೀವನ ರೂಪಿಸಿಕೊಳ್ಳಬೇಕು ಎಂದು ಕಿವಿಮಾತು ಹೇಳಿದರು. ಜಿಲ್ಲಾ ಗ್ಯಾರಂಟಿ ಯೋಜನಾ ಪ್ರಾಧಿಕಾರದ ಅಧ್ಯಕ್ಷ ಆರ್.ಶಿವಣ್ಣ ಮಾತನಾಡಿ, ನಮ್ಮ ದೇಶದಲ್ಲಿ ಯುವ ಜನಾಂಗ ಹೆಚ್ಚಿದ್ದು, ಯುವಕರಿಗೆ, ವಿದ್ಯಾರ್ಥಿಗಳಿಗೆ, ಸಾಂಸ್ಕೃತಿಕ ಕಾರ್ಯಕ್ರಮಗಳು ಯುವ ಜೀವನಕ್ಕೆ ದಾರಿದೀಪ ಎಂದರು. <box>351 506 649 713</box>
